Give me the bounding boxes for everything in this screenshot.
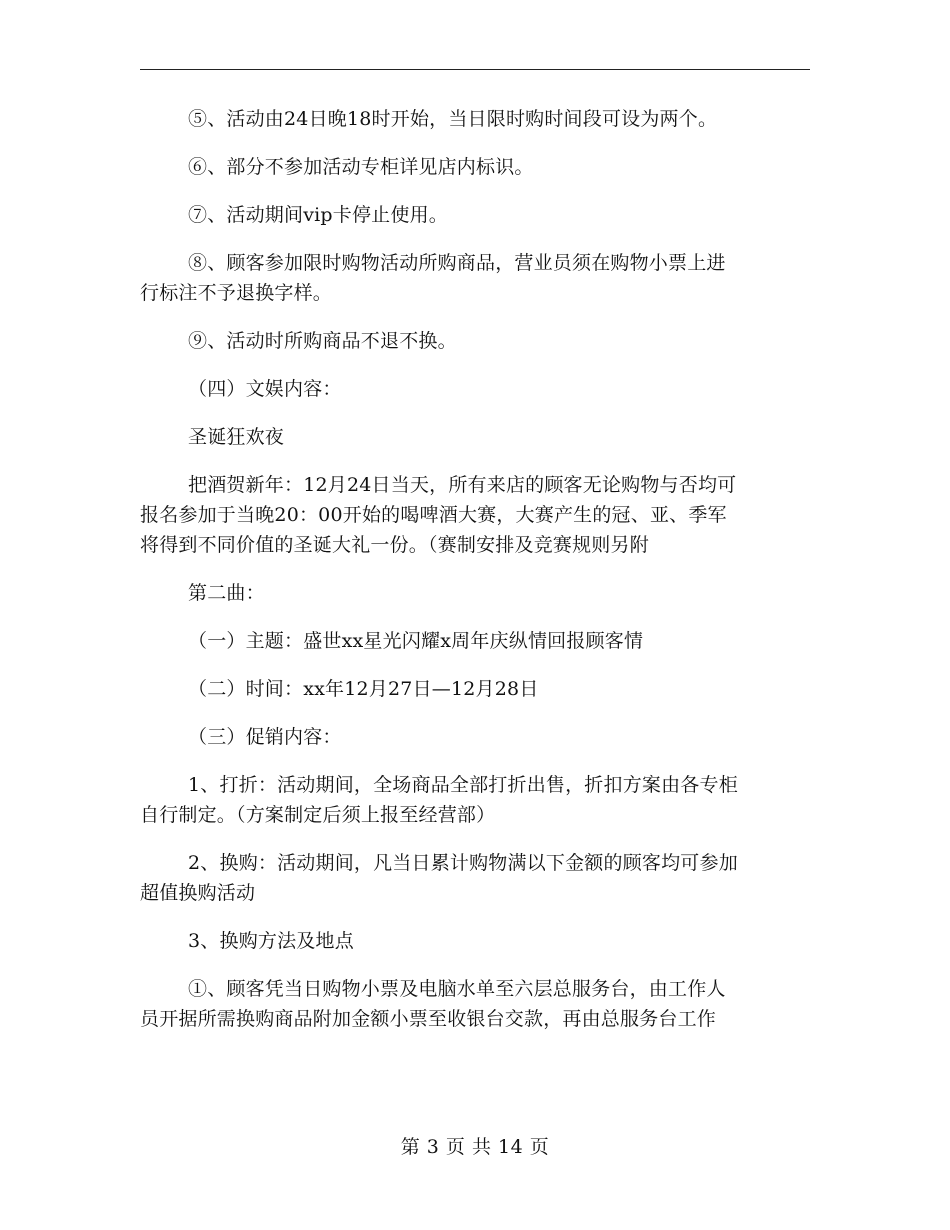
paragraph-line: 第二曲： — [188, 582, 265, 604]
section-heading — [140, 722, 810, 752]
paragraph-line: 圣诞狂欢夜 — [188, 426, 285, 448]
paragraph-line: （一）主题：盛世xx星光闪耀x周年庆纵情回报顾客情 — [188, 630, 644, 652]
paragraph — [140, 152, 810, 182]
paragraph-line: （二）时间：xx年12月27日—12月28日 — [188, 678, 539, 700]
paragraph-line: ⑤、活动由24日晚18时开始，当日限时购时间段可设为两个。 — [188, 108, 718, 130]
paragraph-line: 报名参加于当晚20：00开始的喝啤酒大赛，大赛产生的冠、亚、季军 — [140, 504, 727, 526]
paragraph — [140, 104, 810, 134]
paragraph-line: ①、顾客凭当日购物小票及电脑水单至六层总服务台，由工作人 — [188, 978, 726, 1000]
paragraph — [140, 974, 810, 1034]
paragraph-line: ⑧、顾客参加限时购物活动所购商品，营业员须在购物小票上进 — [188, 252, 726, 274]
paragraph-line: ⑥、部分不参加活动专柜详见店内标识。 — [188, 156, 534, 178]
paragraph — [140, 326, 810, 356]
header-rule — [140, 69, 810, 70]
paragraph-line: ⑨、活动时所购商品不退不换。 — [188, 330, 457, 352]
paragraph-line: 2、换购：活动期间，凡当日累计购物满以下金额的顾客均可参加 — [188, 852, 738, 874]
page-number-footer: 第 3 页 共 14 页 — [400, 1136, 550, 1158]
section-heading — [140, 374, 810, 404]
document-body — [140, 104, 810, 1034]
paragraph — [140, 674, 810, 704]
paragraph-line: 将得到不同价值的圣诞大礼一份。（赛制安排及竞赛规则另附 — [140, 534, 649, 556]
paragraph-line: 超值换购活动 — [140, 882, 256, 904]
paragraph-line: 1、打折：活动期间，全场商品全部打折出售，折扣方案由各专柜 — [188, 774, 738, 796]
paragraph — [140, 926, 810, 956]
paragraph-line: （四）文娱内容： — [188, 378, 342, 400]
paragraph — [140, 422, 810, 452]
paragraph — [140, 200, 810, 230]
paragraph — [140, 626, 810, 656]
paragraph-line: ⑦、活动期间vip卡停止使用。 — [188, 204, 448, 226]
paragraph — [140, 470, 810, 560]
paragraph-line: 3、换购方法及地点 — [188, 930, 354, 952]
paragraph-line: 把酒贺新年：12月24日当天，所有来店的顾客无论购物与否均可 — [188, 474, 737, 496]
paragraph-line: 员开据所需换购商品附加金额小票至收银台交款，再由总服务台工作 — [140, 1008, 717, 1030]
paragraph-line: （三）促销内容： — [188, 726, 342, 748]
paragraph — [140, 848, 810, 908]
paragraph-line: 自行制定。（方案制定后须上报至经营部） — [140, 804, 496, 826]
paragraph — [140, 248, 810, 308]
section-heading — [140, 578, 810, 608]
paragraph-line: 行标注不予退换字样。 — [140, 282, 333, 304]
paragraph — [140, 770, 810, 830]
